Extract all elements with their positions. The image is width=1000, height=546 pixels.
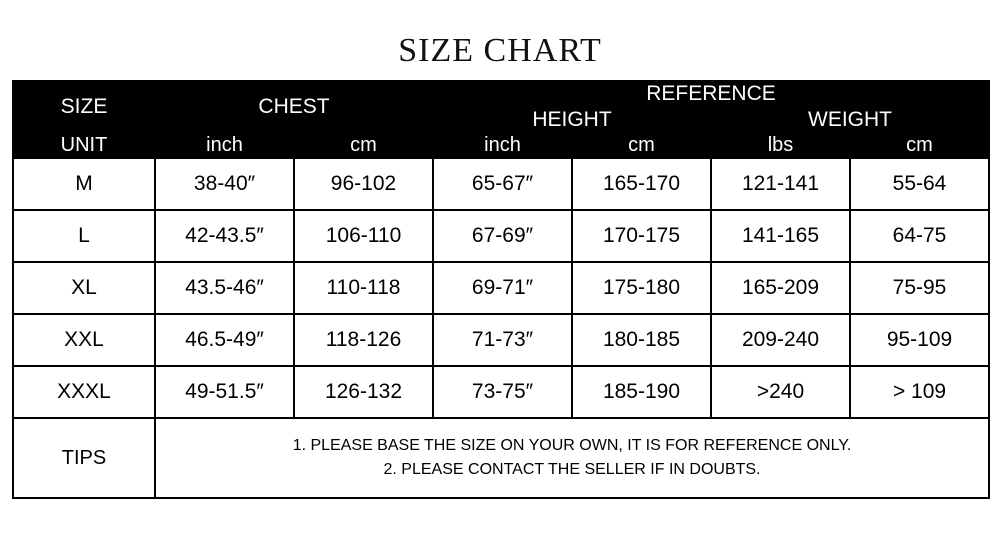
header-weight-cm: cm xyxy=(850,133,989,158)
header-height-inch: inch xyxy=(433,133,572,158)
cell-chest-inch: 46.5-49″ xyxy=(155,314,294,366)
cell-weight-cm: 75-95 xyxy=(850,262,989,314)
tips-line-2: 2. PLEASE CONTACT THE SELLER IF IN DOUBTS. xyxy=(383,461,761,478)
cell-height-inch: 65-67″ xyxy=(433,158,572,210)
header-unit: UNIT xyxy=(13,133,155,158)
cell-chest-inch: 42-43.5″ xyxy=(155,210,294,262)
table-row xyxy=(13,210,989,262)
cell-weight-cm: > 109 xyxy=(850,366,989,418)
cell-chest-cm: 118-126 xyxy=(294,314,433,366)
header-reference: REFERENCE xyxy=(433,81,989,107)
header-size: SIZE xyxy=(13,81,155,133)
cell-chest-cm: 106-110 xyxy=(294,210,433,262)
header-row-units xyxy=(13,133,989,158)
tips-label: TIPS xyxy=(13,418,155,498)
table-header xyxy=(13,81,989,158)
table-row xyxy=(13,366,989,418)
header-height: HEIGHT xyxy=(433,107,711,133)
cell-height-inch: 73-75″ xyxy=(433,366,572,418)
header-chest: CHEST xyxy=(155,81,433,133)
table-row xyxy=(13,314,989,366)
cell-height-inch: 71-73″ xyxy=(433,314,572,366)
cell-height-inch: 67-69″ xyxy=(433,210,572,262)
cell-size: M xyxy=(13,158,155,210)
cell-weight-lbs: >240 xyxy=(711,366,850,418)
cell-weight-lbs: 209-240 xyxy=(711,314,850,366)
cell-height-inch: 69-71″ xyxy=(433,262,572,314)
header-chest-inch: inch xyxy=(155,133,294,158)
cell-size: XXL xyxy=(13,314,155,366)
cell-chest-cm: 110-118 xyxy=(294,262,433,314)
page-title: SIZE CHART xyxy=(398,32,602,69)
header-height-cm: cm xyxy=(572,133,711,158)
cell-chest-inch: 43.5-46″ xyxy=(155,262,294,314)
cell-height-cm: 180-185 xyxy=(572,314,711,366)
table-row xyxy=(13,262,989,314)
cell-weight-lbs: 121-141 xyxy=(711,158,850,210)
tips-line-1: 1. PLEASE BASE THE SIZE ON YOUR OWN, IT IS FOR REFERENCE ONLY. xyxy=(292,437,852,454)
header-row-group xyxy=(13,81,989,107)
table-body xyxy=(13,158,989,498)
cell-height-cm: 165-170 xyxy=(572,158,711,210)
table-row xyxy=(13,158,989,210)
cell-height-cm: 185-190 xyxy=(572,366,711,418)
cell-size: XXXL xyxy=(13,366,155,418)
cell-height-cm: 170-175 xyxy=(572,210,711,262)
cell-weight-lbs: 141-165 xyxy=(711,210,850,262)
cell-chest-inch: 49-51.5″ xyxy=(155,366,294,418)
header-weight: WEIGHT xyxy=(711,107,989,133)
cell-size: L xyxy=(13,210,155,262)
tips-row xyxy=(13,418,989,498)
chart-title-bar xyxy=(12,22,988,80)
cell-size: XL xyxy=(13,262,155,314)
cell-weight-cm: 95-109 xyxy=(850,314,989,366)
cell-weight-cm: 64-75 xyxy=(850,210,989,262)
tips-body xyxy=(155,418,989,498)
cell-weight-lbs: 165-209 xyxy=(711,262,850,314)
cell-chest-cm: 96-102 xyxy=(294,158,433,210)
size-chart-table xyxy=(12,80,990,499)
header-weight-lbs: lbs xyxy=(711,133,850,158)
header-chest-cm: cm xyxy=(294,133,433,158)
cell-chest-inch: 38-40″ xyxy=(155,158,294,210)
cell-weight-cm: 55-64 xyxy=(850,158,989,210)
cell-height-cm: 175-180 xyxy=(572,262,711,314)
bottom-margin xyxy=(12,528,988,542)
cell-chest-cm: 126-132 xyxy=(294,366,433,418)
